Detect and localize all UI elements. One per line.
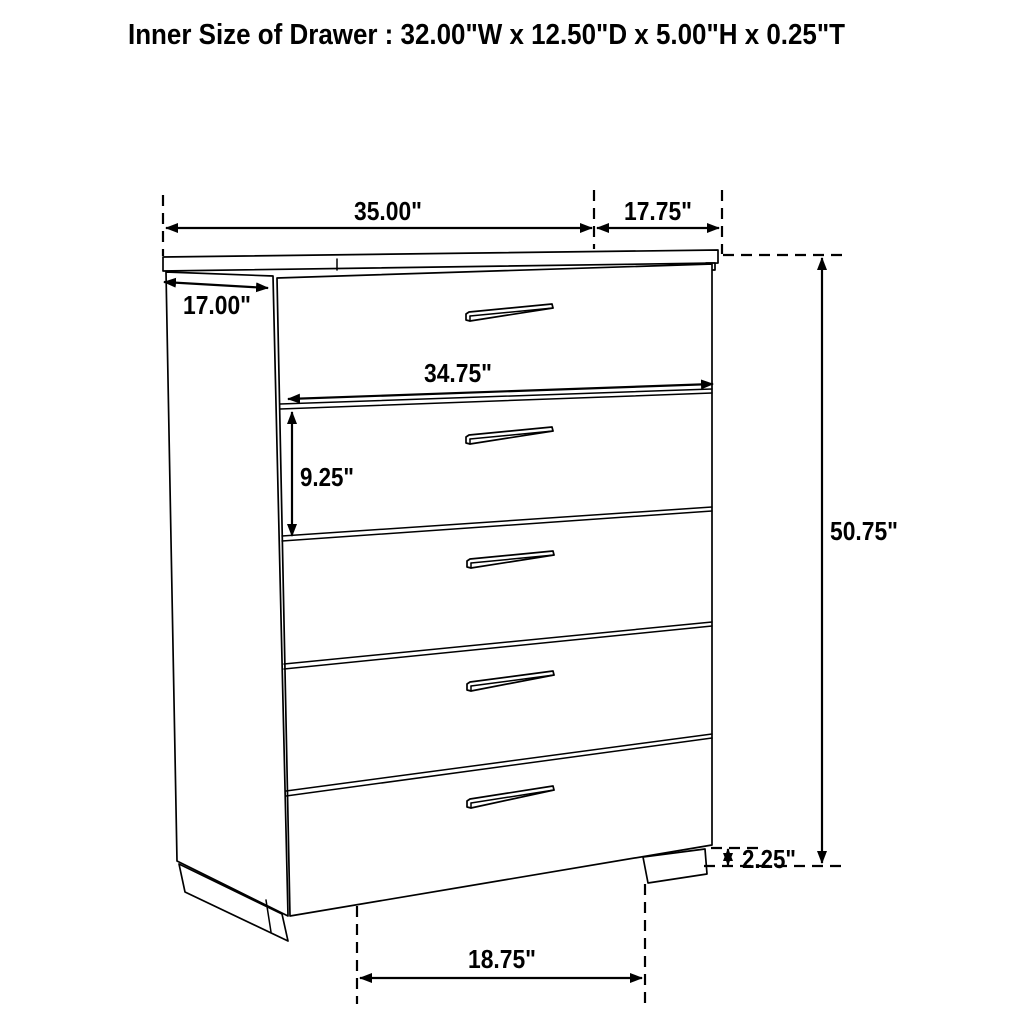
dim-top-width bbox=[163, 190, 594, 256]
dim-foot-height-label: 2.25" bbox=[742, 844, 796, 874]
page-title: Inner Size of Drawer : 32.00"W x 12.50"D x 5.00"H x 0.25"T bbox=[128, 19, 846, 51]
dim-overall-height bbox=[704, 255, 898, 866]
dim-top-width-label: 35.00" bbox=[354, 196, 422, 226]
dim-foot-spacing bbox=[357, 884, 645, 1004]
dim-drawer-front-height-label: 9.25" bbox=[300, 462, 354, 492]
dim-left-side-depth-label: 17.00" bbox=[183, 290, 251, 320]
drawer-area bbox=[277, 264, 712, 916]
dim-foot-spacing-label: 18.75" bbox=[468, 944, 536, 974]
dim-foot-height bbox=[711, 844, 796, 874]
dim-overall-height-label: 50.75" bbox=[830, 516, 898, 546]
dim-drawer-front-width-label: 34.75" bbox=[424, 358, 492, 388]
chest-drawing bbox=[163, 250, 718, 941]
dim-top-side-depth-label: 17.75" bbox=[624, 196, 692, 226]
drawer-front-face bbox=[277, 264, 712, 916]
dim-top-side-depth bbox=[597, 190, 722, 254]
cabinet-left-side-panel bbox=[166, 272, 288, 916]
